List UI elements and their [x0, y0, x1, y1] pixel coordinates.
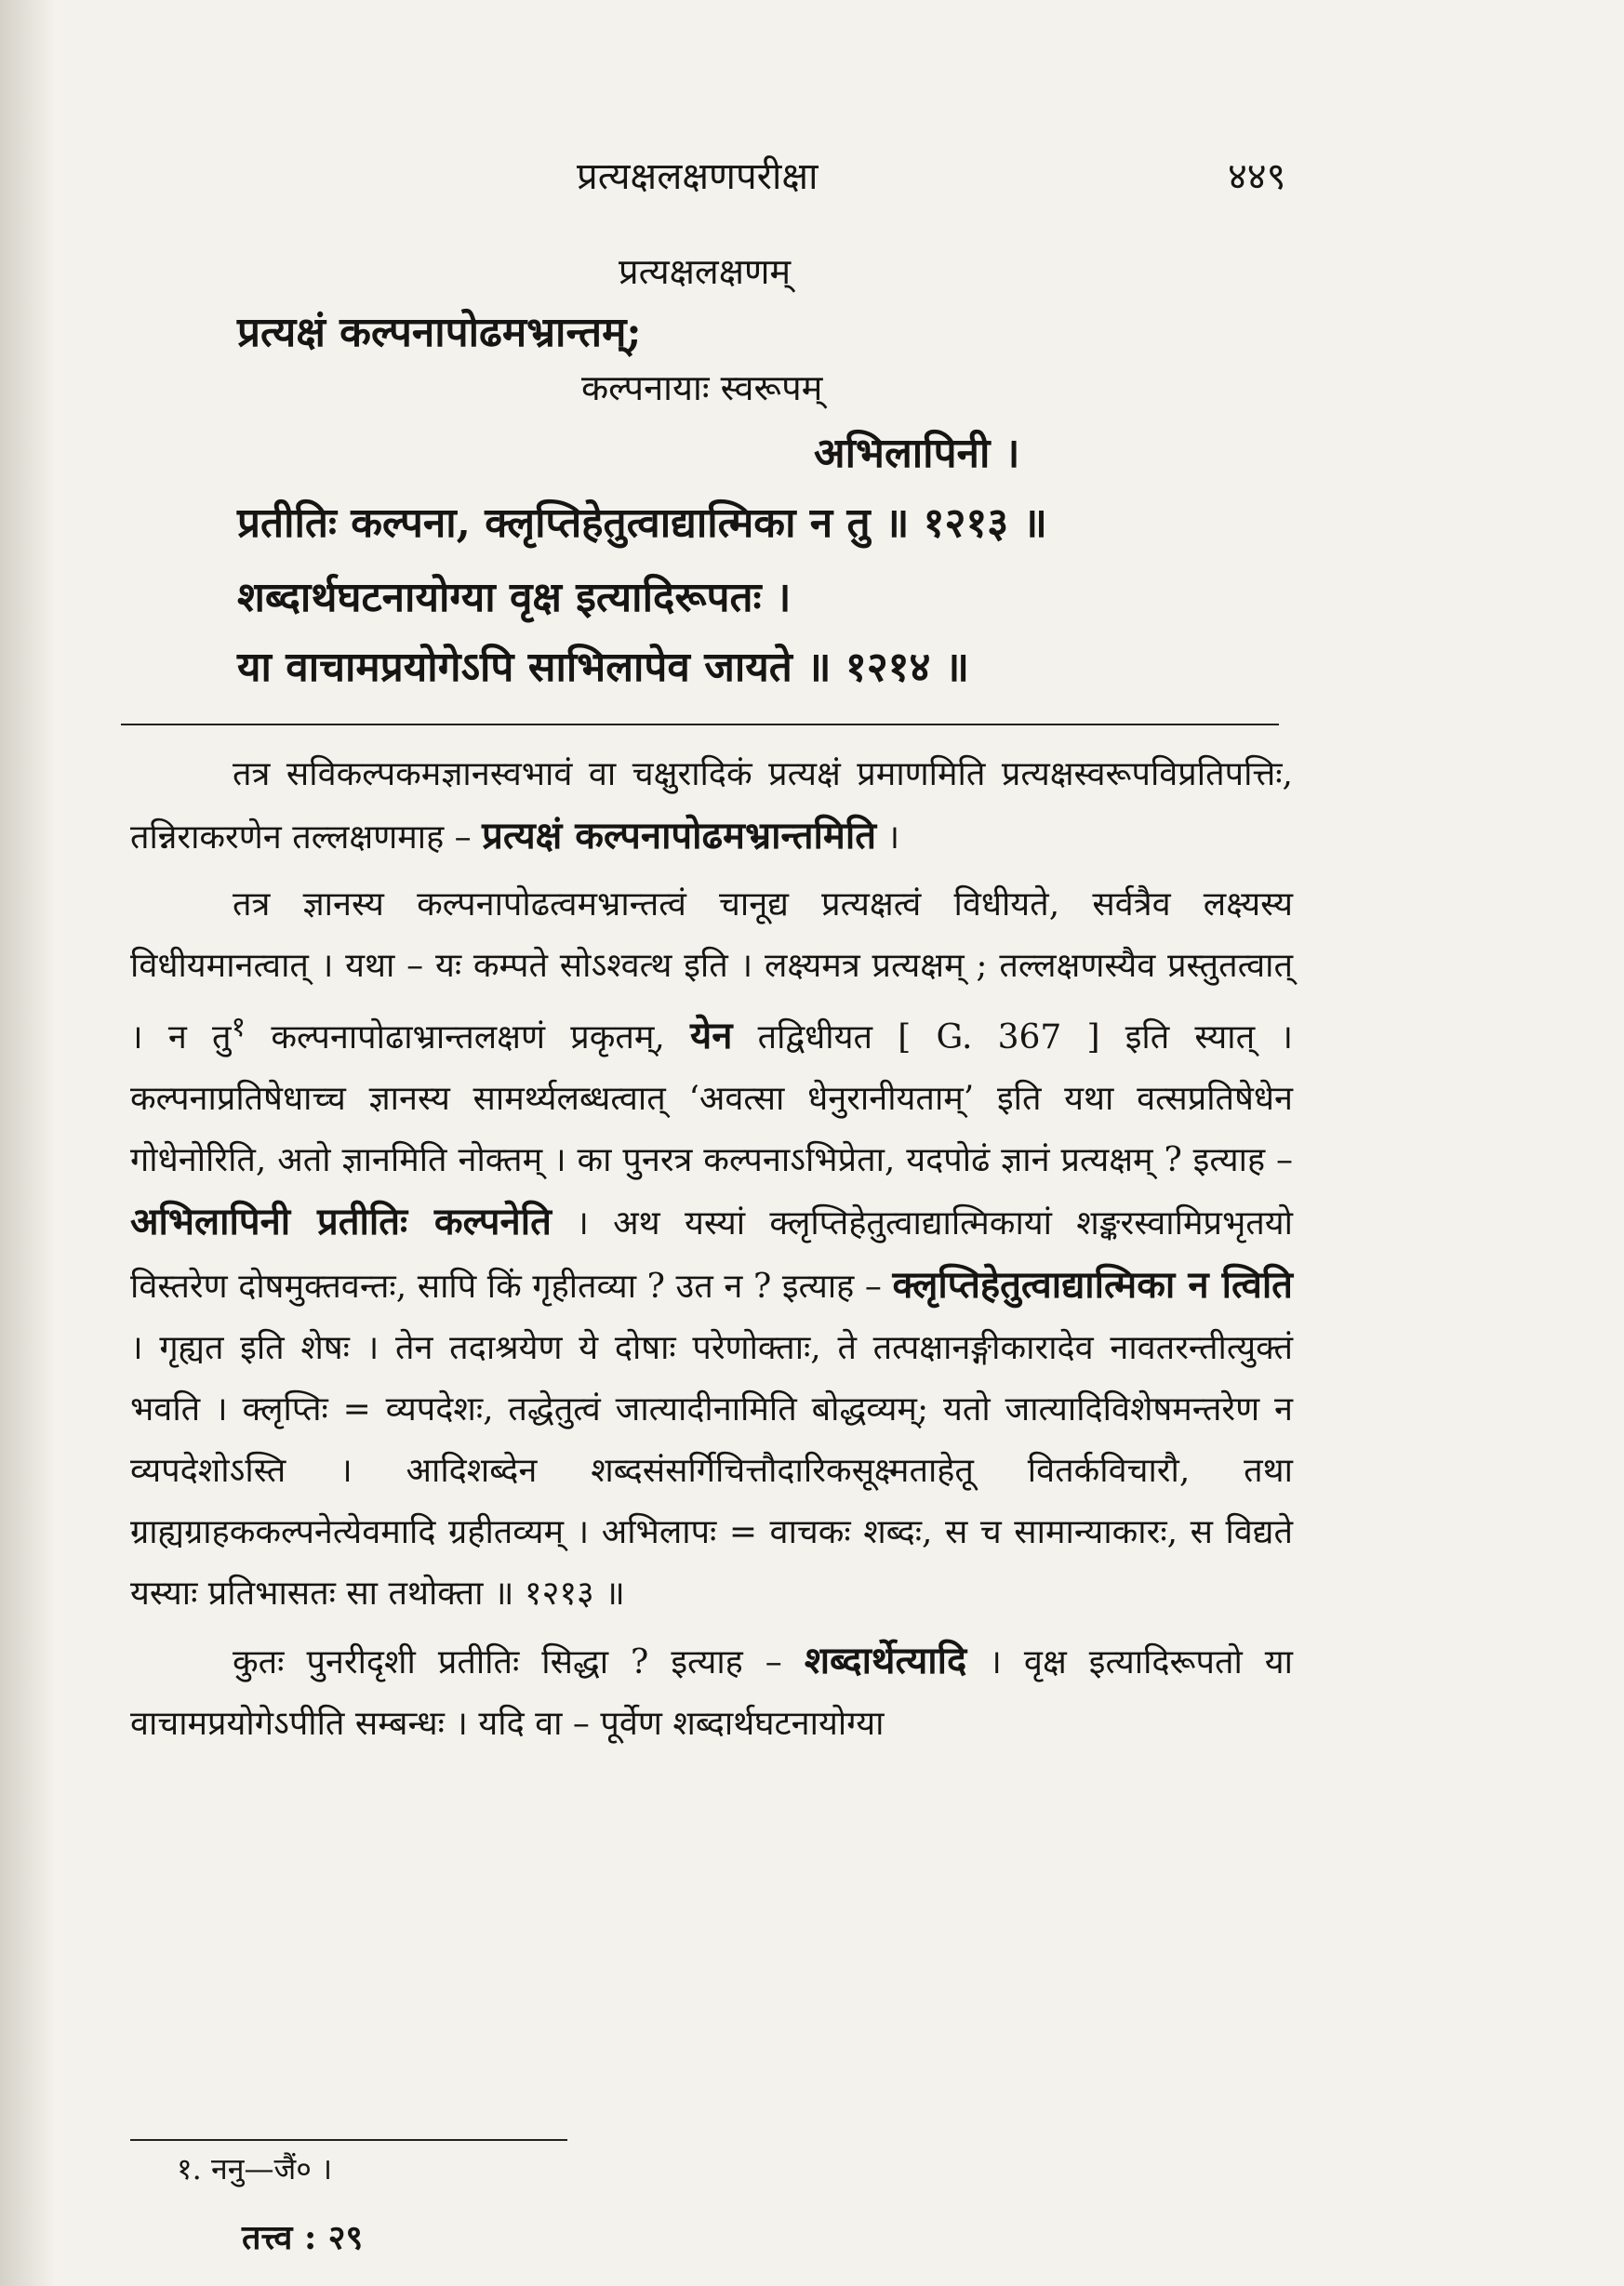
text-run: कल्पनापोढाभ्रान्तलक्षणं प्रकृतम्,	[271, 1018, 665, 1057]
verse-caption-2: कल्पनायाः स्वरूपम्	[581, 367, 823, 408]
text-run: तत्र ज्ञानस्य कल्पनापोढत्वमभ्रान्तत्वं चानूद्य प्रत्यक्षत्वं विधीयते, सर्वत्रैव लक्ष्यस्य विधीयमानत्वात् । यथा – यः कम्पते सोऽश्वत्थ इति । लक्ष्यमत्र प्रत्यक्षम् ; तल्लक्षणस्यैव प्रस्तुतत्वात् । न तु	[130, 885, 1293, 1057]
verse-line-3: प्रतीतिः कल्पना, क्लृप्तिहेतुत्वाद्यात्मिका न तु ॥ १२१३ ॥	[237, 499, 1047, 547]
quoted-term: क्लृप्तिहेतुत्वाद्यात्मिका न त्विति	[892, 1263, 1293, 1307]
verse-line-5: या वाचामप्रयोगेऽपि साभिलापेव जायते ॥ १२१४ ॥	[237, 644, 970, 691]
verse-line-4: शब्दार्थघटनायोग्या वृक्ष इत्यादिरूपतः ।	[237, 574, 792, 621]
footnote-marker: १	[231, 1011, 246, 1043]
signature-mark: तत्त्व : २९	[242, 2218, 364, 2257]
commentary-paragraph-1	[130, 744, 1293, 869]
verse-line-1: प्रत्यक्षं कल्पनापोढमभ्रान्तम्;	[237, 309, 642, 356]
footnote: १. ननु—जैं० ।	[177, 2151, 333, 2186]
commentary-paragraph-3	[130, 1630, 1293, 1755]
text-run: । अथ यस्यां क्लृप्तिहेतुत्वाद्यात्मिकायां शङ्करस्वामिप्रभृतयो विस्तरेण दोषमुक्तवन्तः, सापि किं गृहीतव्या ? उत न ? इत्याह –	[130, 1204, 1293, 1306]
verse-divider	[121, 724, 1279, 725]
commentary	[130, 744, 1293, 1761]
text-run: शब्दार्थघटनायोग्या	[672, 1705, 885, 1743]
quoted-term: शब्दार्थेत्यादि	[804, 1639, 967, 1682]
footnote-divider	[130, 2139, 567, 2141]
page-header	[0, 149, 1624, 205]
text-run: कुतः पुनरीदृशी प्रतीतिः सिद्धा ? इत्याह –	[233, 1643, 782, 1681]
page-number: ४४९	[1228, 155, 1286, 198]
text-run: । वृक्ष इत्यादिरूपतो या वाचामप्रयोगेऽपीति सम्बन्धः । यदि वा – पूर्वेण	[130, 1643, 1293, 1743]
text-run: ।	[886, 818, 900, 857]
text-run: तत्र सविकल्पकमज्ञानस्वभावं वा चक्षुरादिकं प्रत्यक्षं प्रमाणमिति प्रत्यक्षस्वरूपविप्रतिपत्तिः, तन्निराकरणेन तल्लक्षणमाह –	[130, 755, 1293, 857]
quoted-term: अभिलापिनी प्रतीतिः कल्पनेति	[130, 1200, 552, 1243]
binding-shadow	[0, 0, 56, 2286]
verse-line-2: अभिलापिनी ।	[814, 430, 1020, 477]
page-reference: [ G. 367 ]	[898, 1018, 1100, 1057]
quoted-term: प्रत्यक्षं कल्पनापोढमभ्रान्तमिति	[482, 814, 876, 857]
text-run: । गृह्यत इति शेषः । तेन तदाश्रयेण ये दोषाः परेणोक्ताः, ते तत्पक्षानङ्गीकारादेव नावतरन्तीत्युक्तं भवति । क्लृप्तिः = व्यपदेशः, तद्धेतुत्वं जात्यादीनामिति बोद्धव्यम्; यतो जात्यादिविशेषमन्तरेण न व्यपदेशोऽस्ति । आदिशब्देन शब्दसंसर्गिचित्तौदारिकसूक्ष्मताहेतू वितर्कविचारौ, तथा ग्राह्यग्राहककल्पनेत्येवमादि ग्रहीतव्यम् । अभिलापः = वाचकः शब्दः, स च सामान्याकारः, स विद्यते यस्याः प्रतिभासतः सा तथोक्ता ॥ १२१३ ॥	[130, 1329, 1293, 1613]
text-run: तद्विधीयत	[757, 1018, 873, 1057]
running-title: प्रत्यक्षलक्षणपरीक्षा	[577, 155, 819, 198]
commentary-paragraph-2	[130, 874, 1293, 1625]
verse-caption-1: प्रत्यक्षलक्षणम्	[619, 251, 792, 292]
quoted-term: येन	[690, 1014, 733, 1057]
text-run: इति स्यात् । कल्पनाप्रतिषेधाच्च ज्ञानस्य सामर्थ्यलब्धत्वात् ‘अवत्सा धेनुरानीयताम्’ इति यथा वत्सप्रतिषेधेन गोधेनोरिति, अतो ज्ञानमिति नोक्तम् । का पुनरत्र कल्पनाऽभिप्रेता, यदपोढं ज्ञानं प्रत्यक्षम् ? इत्याह –	[130, 1018, 1293, 1179]
